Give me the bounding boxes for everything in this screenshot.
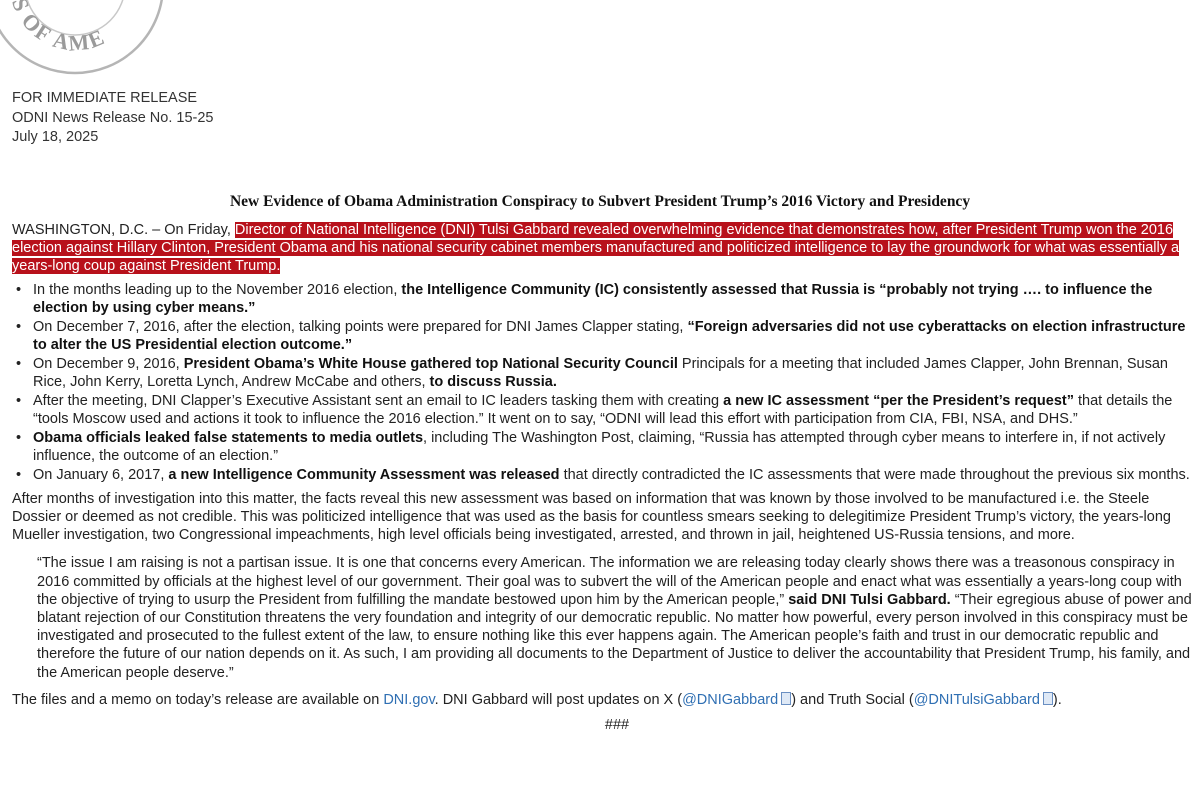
bullet-text: On December 9, 2016, [33, 355, 184, 372]
end-mark: ### [604, 717, 630, 734]
files-text: ) and Truth Social ( [791, 691, 914, 708]
bullet-bold: President Obama’s White House gathered top National Security Council [183, 355, 678, 372]
release-number: ODNI News Release No. 15-25 [12, 109, 214, 126]
files-paragraph [12, 691, 1192, 709]
release-date: July 18, 2025 [12, 129, 99, 145]
list-item [33, 429, 1192, 465]
bullet-bold: Obama officials leaked false statements to media outlets [33, 429, 424, 446]
release-type: FOR IMMEDIATE RELEASE [12, 90, 198, 106]
dni-gov-link[interactable]: DNI.gov [383, 691, 435, 708]
press-release-body [12, 221, 1192, 734]
quote-part-2: “Their egregious abuse of power and blatant rejection of our Constitution threatens the very foundation and integrity of our democratic republic. No matter how powerful, every person involved in this conspiracy must be investigated and prosecuted to the fullest extent of the law, to ensure nothing like this ever happens again. The American people’s faith and trust in our democratic republic and therefore the future of our nation depends on it. As such, I am providing all documents to the Department of Justice to deliver the accountability that President Trump, his family, and the American people deserve.” [37, 591, 1192, 681]
truth-social-link[interactable]: @DNITulsiGabbard [913, 691, 1040, 708]
files-text: The files and a memo on today’s release are available on [12, 691, 384, 708]
timeline-list [12, 281, 1192, 484]
gabbard-quote [37, 554, 1192, 681]
x-handle-link[interactable]: @DNIGabbard [682, 691, 779, 708]
list-item [33, 355, 1192, 391]
bullet-text: On January 6, 2017, [33, 466, 169, 483]
seal-text: S OF AME [6, 0, 110, 56]
bullet-bold: a new IC assessment “per the President’s request” [723, 392, 1074, 409]
external-link-icon [1043, 692, 1053, 705]
odni-seal [0, 0, 170, 80]
press-release-title: New Evidence of Obama Administration Conspiracy to Subvert President Trump’s 2016 Victory and Presidency [229, 193, 971, 210]
release-meta [12, 89, 213, 148]
bullet-bold: “Foreign adversaries did not use cyberattacks on election infrastructure to alter the US Presidential election outcome.” [33, 318, 1186, 353]
list-item [33, 281, 1192, 317]
seal-graphic [0, 0, 170, 80]
findings-paragraph: After months of investigation into this matter, the facts reveal this new assessment was based on information that was known by those involved to be manufactured i.e. the Steele Dossier or deemed as not credible. This was politicized intelligence that was used as the basis for countless smears seeking to delegitimize President Trump’s victory, the years-long Mueller investigation, two Congressional impeachments, high level officials being investigated, arrested, and thrown in jail, heightened US-Russia tensions, and more. [12, 490, 1171, 544]
bullet-text: On December 7, 2016, after the election, talking points were prepared for DNI James Clapper stating, [33, 318, 688, 335]
files-text: . DNI Gabbard will post updates on X ( [434, 691, 683, 708]
highlighted-lead: Director of National Intelligence (DNI) Tulsi Gabbard revealed overwhelming evidence that demonstrates how, after President Trump won the 2016 election against Hillary Clinton, President Obama and his national security cabinet members manufactured and politicized intelligence to lay the groundwork for what was essentially a years-long coup against President Trump. [12, 222, 1180, 275]
bullet-bold: the Intelligence Community (IC) consistently assessed that Russia is “probably not trying …. to influence the election by using cyber means.” [33, 281, 1153, 316]
list-item [33, 318, 1192, 354]
bullet-bold: to discuss Russia. [429, 373, 557, 390]
bullet-text: In the months leading up to the November 2016 election, [33, 281, 402, 298]
lead-paragraph [12, 221, 1192, 276]
svg-text:S OF AME [7, 0, 109, 56]
bullet-text: that directly contradicted the IC assessments that were made throughout the previous six months. [559, 466, 1190, 483]
list-item [33, 392, 1192, 428]
dateline: WASHINGTON, D.C. – On Friday, [12, 222, 235, 238]
bullet-text: After the meeting, DNI Clapper’s Executive Assistant sent an email to IC leaders tasking them with creating [33, 392, 724, 409]
external-link-icon [781, 692, 791, 705]
files-text: ). [1052, 691, 1062, 708]
quote-attribution: said DNI Tulsi Gabbard. [788, 591, 951, 608]
bullet-bold: a new Intelligence Community Assessment was released [168, 466, 560, 483]
bullet-text: that details the “tools Moscow used and actions it took to influence the 2016 election.” It went on to say, “ODNI will lead this effort with participation from CIA, FBI, NSA, and DHS.” [33, 392, 1173, 427]
list-item [33, 466, 1192, 484]
bullet-text: Principals for a meeting that included James Clapper, John Brennan, Susan Rice, John Kerry, Loretta Lynch, Andrew McCabe and others, [33, 355, 1168, 390]
quote-part-1: “The issue I am raising is not a partisan issue. It is one that concerns every American. The information we are releasing today clearly shows there was a treasonous conspiracy in 2016 committed by officials at the highest level of our government. Their goal was to subvert the will of the American people and enact what was essentially a years-long coup with the objective of trying to usurp the President from fulfilling the mandate bestowed upon him by the American people,” [37, 555, 1182, 608]
bullet-text: , including The Washington Post, claiming, “Russia has attempted through cyber means to interfere in, if not actively influence, the outcome of an election.” [33, 429, 1166, 464]
